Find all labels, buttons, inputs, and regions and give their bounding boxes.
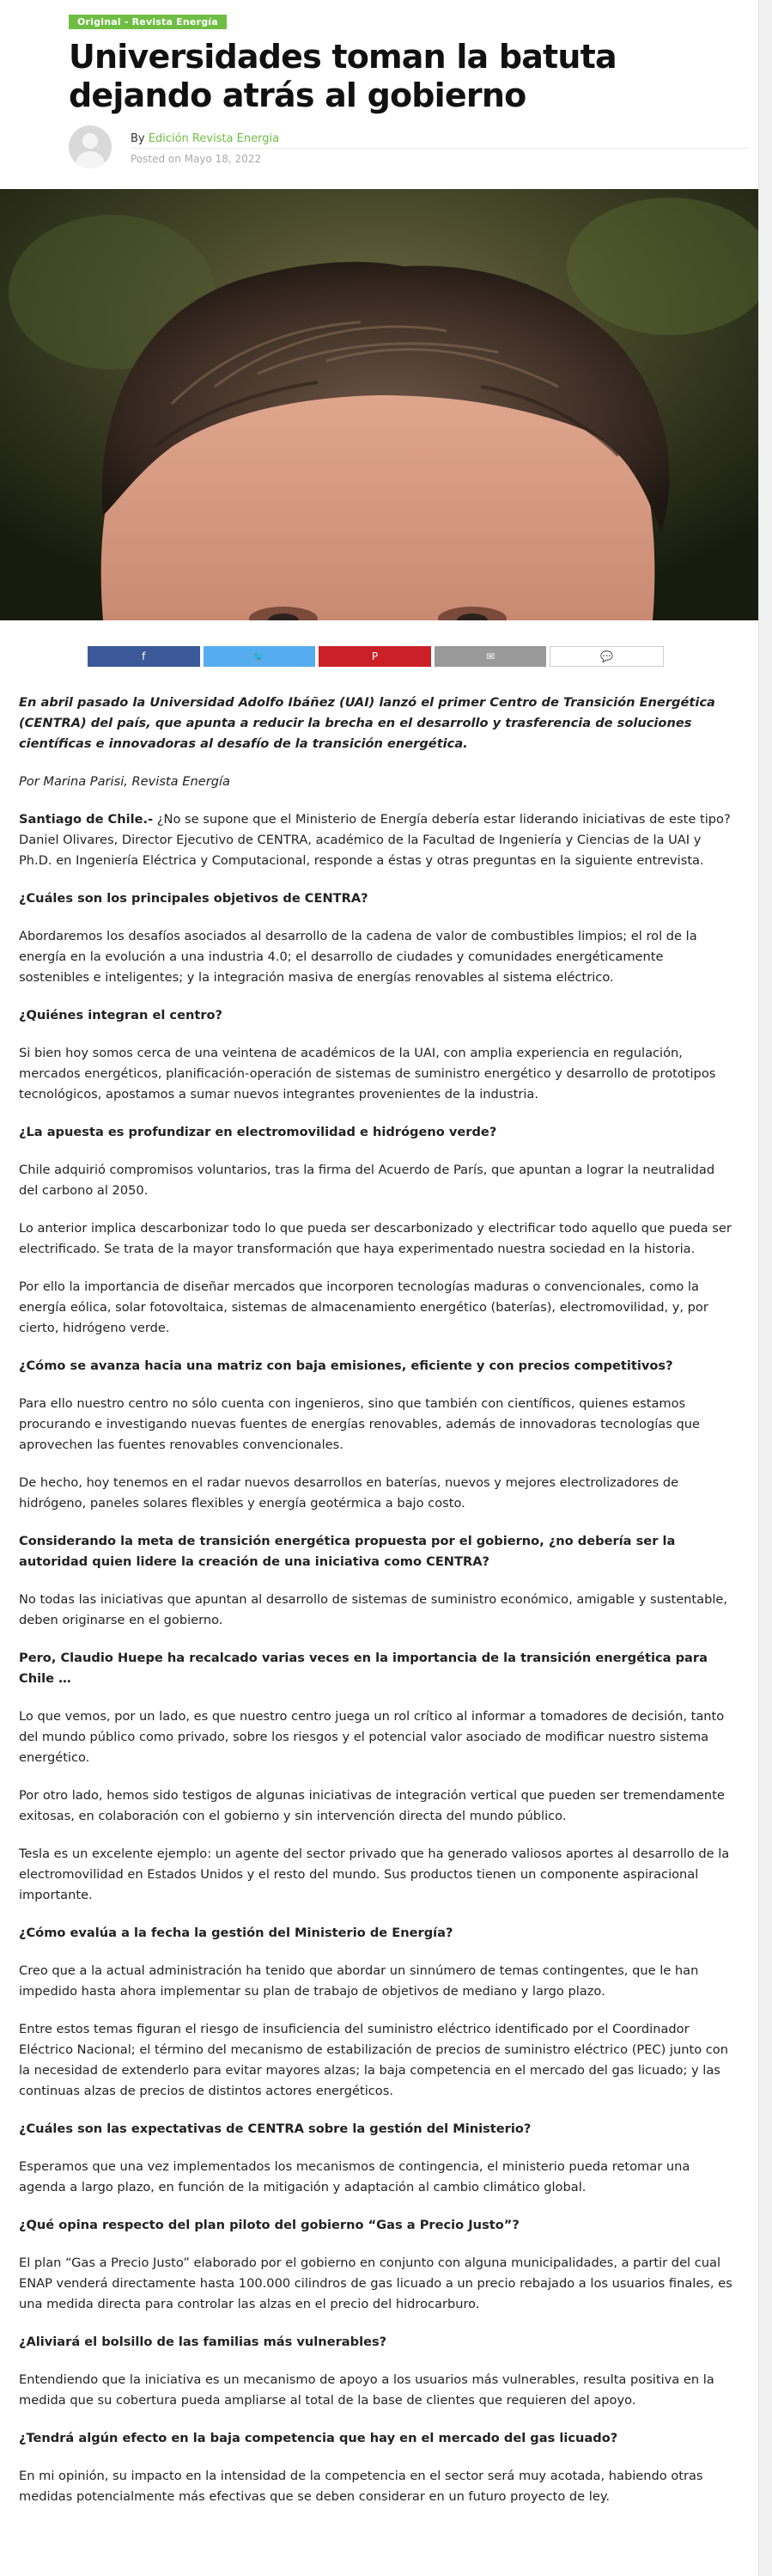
answer-4a: Para ello nuestro centro no sólo cuenta con ingenieros, sino que también con científicos, quienes estamos procurando e investigando nuevas fuentes de energías renovables, además de innovadoras tecnologías que aprovechen las fuentes renovables convencionales. [19, 1396, 700, 1452]
byline [69, 125, 687, 174]
question-3: ¿La apuesta es profundizar en electromovilidad e hidrógeno verde? [19, 1125, 497, 1139]
email-icon: ✉ [486, 650, 495, 662]
answer-11: En mi opinión, su impacto en la intensidad de la competencia en el sector será muy acotada, habiendo otras medidas potencialmente más efectivas que se deben considerar en un futuro proyecto de ley. [19, 2469, 703, 2504]
answer-4b: De hecho, hoy tenemos en el radar nuevos desarrollos en baterías, nuevos y mejores electrolizadores de hidrógeno, paneles solares flexibles y energía geotérmica a bajo costo. [19, 1475, 679, 1511]
by-prefix: By [131, 132, 145, 145]
answer-7a: Creo que a la actual administración ha tenido que abordar un sinnúmero de temas contingentes, que le han impedido hasta ahora implementar su plan de trabajo de objetivos de mediano y largo plazo. [19, 1963, 699, 1999]
author-link[interactable]: Edición Revista Energia [148, 132, 280, 145]
question-8: ¿Cuáles son las expectativas de CENTRA sobre la gestión del Ministerio? [19, 2121, 532, 2136]
facebook-icon: f [142, 650, 146, 662]
answer-6b: Por otro lado, hemos sido testigos de algunas iniciativas de integración vertical que pueden ser tremendamente exitosas, en colaboración con el gobierno y sin intervención directa del mundo público. [19, 1788, 725, 1823]
answer-9: El plan “Gas a Precio Justo” elaborado por el gobierno en conjunto con alguna municipalidades, a partir del cual ENAP venderá directamente hasta 100.000 cilindros de gas licuado a un precio rebajado a los usuarios finales, es una medida directa para controlar las alzas en el precio del hidrocarburo. [19, 2256, 732, 2311]
answer-3b: Lo anterior implica descarbonizar todo lo que pueda ser descarbonizado y electrificar todo aquello que pueda ser electrificado. Se trata de la mayor transformación que haya experimentado nuestra sociedad en la historia. [19, 1221, 732, 1256]
article-body [19, 693, 736, 2524]
article-intro [19, 809, 736, 871]
question-1: ¿Cuáles son los principales objetivos de CENTRA? [19, 891, 368, 906]
article-header [69, 12, 687, 174]
portrait-illustration [0, 189, 758, 620]
answer-6a: Lo que vemos, por un lado, es que nuestro centro juega un rol crítico al informar a tomadores de decisión, tanto del mundo público como privado, sobre los riesgos y el potencial valor asociado de modificar nuestro sistema energético. [19, 1709, 725, 1765]
intro-place: Santiago de Chile.- [19, 812, 154, 827]
twitter-share-button[interactable] [204, 646, 316, 667]
answer-10: Entendiendo que la iniciativa es un mecanismo de apoyo a los usuarios más vulnerables, resulta positiva en la medida que su cobertura pueda ampliarse al total de la base de clientes que requieren del apoyo. [19, 2372, 714, 2408]
pinterest-share-button[interactable] [319, 646, 431, 667]
byline-author-row [131, 132, 279, 145]
byline-divider [131, 148, 749, 149]
share-bar [88, 646, 664, 667]
question-6: Pero, Claudio Huepe ha recalcado varias veces en la importancia de la transición energética para Chile … [19, 1651, 708, 1686]
answer-7b: Entre estos temas figuran el riesgo de insuficiencia del suministro eléctrico identificado por el Coordinador Eléctrico Nacional; el término del mecanismo de estabilización de precios de suministro eléctrico (PEC) junto con la necesidad de extenderlo para evitar mayores alzas; la baja competencia en el mercado del gas licuado; y las continuas alzas de precios de distintos actores energéticos. [19, 2022, 728, 2098]
question-7: ¿Cómo evalúa a la fecha la gestión del Ministerio de Energía? [19, 1926, 453, 1940]
answer-8: Esperamos que una vez implementados los mecanismos de contingencia, el ministerio pueda retomar una agenda a largo plazo, en función de la mitigación y adaptación al cambio climático global. [19, 2159, 690, 2194]
avatar [69, 125, 112, 168]
question-2: ¿Quiénes integran el centro? [19, 1008, 223, 1022]
comment-icon: 💬 [600, 650, 614, 662]
article-lead: En abril pasado la Universidad Adolfo Ibáñez (UAI) lanzó el primer Centro de Transición Energética (CENTRA) del país, que apunta a reducir la brecha en el desarrollo y trasferencia de soluciones científicas e innovadoras al desafío de la transición energética. [19, 695, 715, 751]
page-title: Universidades toman la batuta dejando atrás al gobierno [69, 38, 617, 114]
hero-image [0, 189, 758, 620]
answer-6c: Tesla es un excelente ejemplo: un agente del sector privado que ha generado valiosos aportes al desarrollo de la electromovilidad en Estados Unidos y el resto del mundo. Sus productos tienen un componente aspiracional importante. [19, 1847, 730, 1902]
answer-5: No todas las iniciativas que apuntan al desarrollo de sistemas de suministro económico, amigable y sustentable, deben originarse en el gobierno. [19, 1592, 728, 1627]
comment-button[interactable] [550, 646, 664, 667]
article-credit: Por Marina Parisi, Revista Energía [19, 774, 230, 789]
question-10: ¿Aliviará el bolsillo de las familias más vulnerables? [19, 2335, 387, 2349]
question-11: ¿Tendrá algún efecto en la baja competencia que hay en el mercado del gas licuado? [19, 2431, 618, 2445]
question-4: ¿Cómo se avanza hacia una matriz con baja emisiones, eficiente y con precios competitivos? [19, 1358, 673, 1373]
answer-1: Abordaremos los desafíos asociados al desarrollo de la cadena de valor de combustibles limpios; el rol de la energía en la evolución a una industria 4.0; el desarrollo de ciudades y comunidades energéticamente sostenibles e inteligentes; y la integración masiva de energías renovables al sistema eléctrico. [19, 929, 697, 985]
answer-2: Si bien hoy somos cerca de una veintena de académicos de la UAI, con amplia experiencia en regulación, mercados energéticos, planificación-operación de sistemas de suministro energético y desarrollo de prototipos tecnológicos, apostamos a sumar nuevos integrantes provenientes de la industria. [19, 1046, 716, 1102]
intro-text: ¿No se supone que el Ministerio de Energía debería estar liderando iniciativas de este tipo? Daniel Olivares, Director Ejecutivo de CENTRA, académico de la Facultad de Ingeniería y Ciencias de la UAI y Ph.D. en Ingeniería Eléctrica y Computacional, responde a éstas y otras preguntas en la siguiente entrevista. [19, 812, 731, 868]
category-badge[interactable]: Original - Revista Energía [69, 15, 227, 29]
answer-3a: Chile adquirió compromisos voluntarios, tras la firma del Acuerdo de París, que apuntan a lograr la neutralidad del carbono al 2050. [19, 1163, 715, 1198]
pinterest-icon: P [371, 650, 379, 662]
answer-3c: Por ello la importancia de diseñar mercados que incorporen tecnologías maduras o convencionales, como la energía eólica, solar fotovoltaica, sistemas de almacenamiento energético (baterías), electromovilidad, y, por cierto, hidrógeno verde. [19, 1279, 708, 1335]
page-scrollbar[interactable] [758, 0, 772, 2576]
facebook-share-button[interactable] [88, 646, 200, 667]
question-5: Considerando la meta de transición energética propuesta por el gobierno, ¿no debería ser la autoridad quien lidere la creación de una iniciativa como CENTRA? [19, 1534, 676, 1569]
posted-date: Posted on Mayo 18, 2022 [131, 153, 262, 165]
email-share-button[interactable] [435, 646, 547, 667]
question-9: ¿Qué opina respecto del plan piloto del gobierno “Gas a Precio Justo”? [19, 2218, 520, 2232]
twitter-icon: 🐦 [252, 650, 266, 662]
